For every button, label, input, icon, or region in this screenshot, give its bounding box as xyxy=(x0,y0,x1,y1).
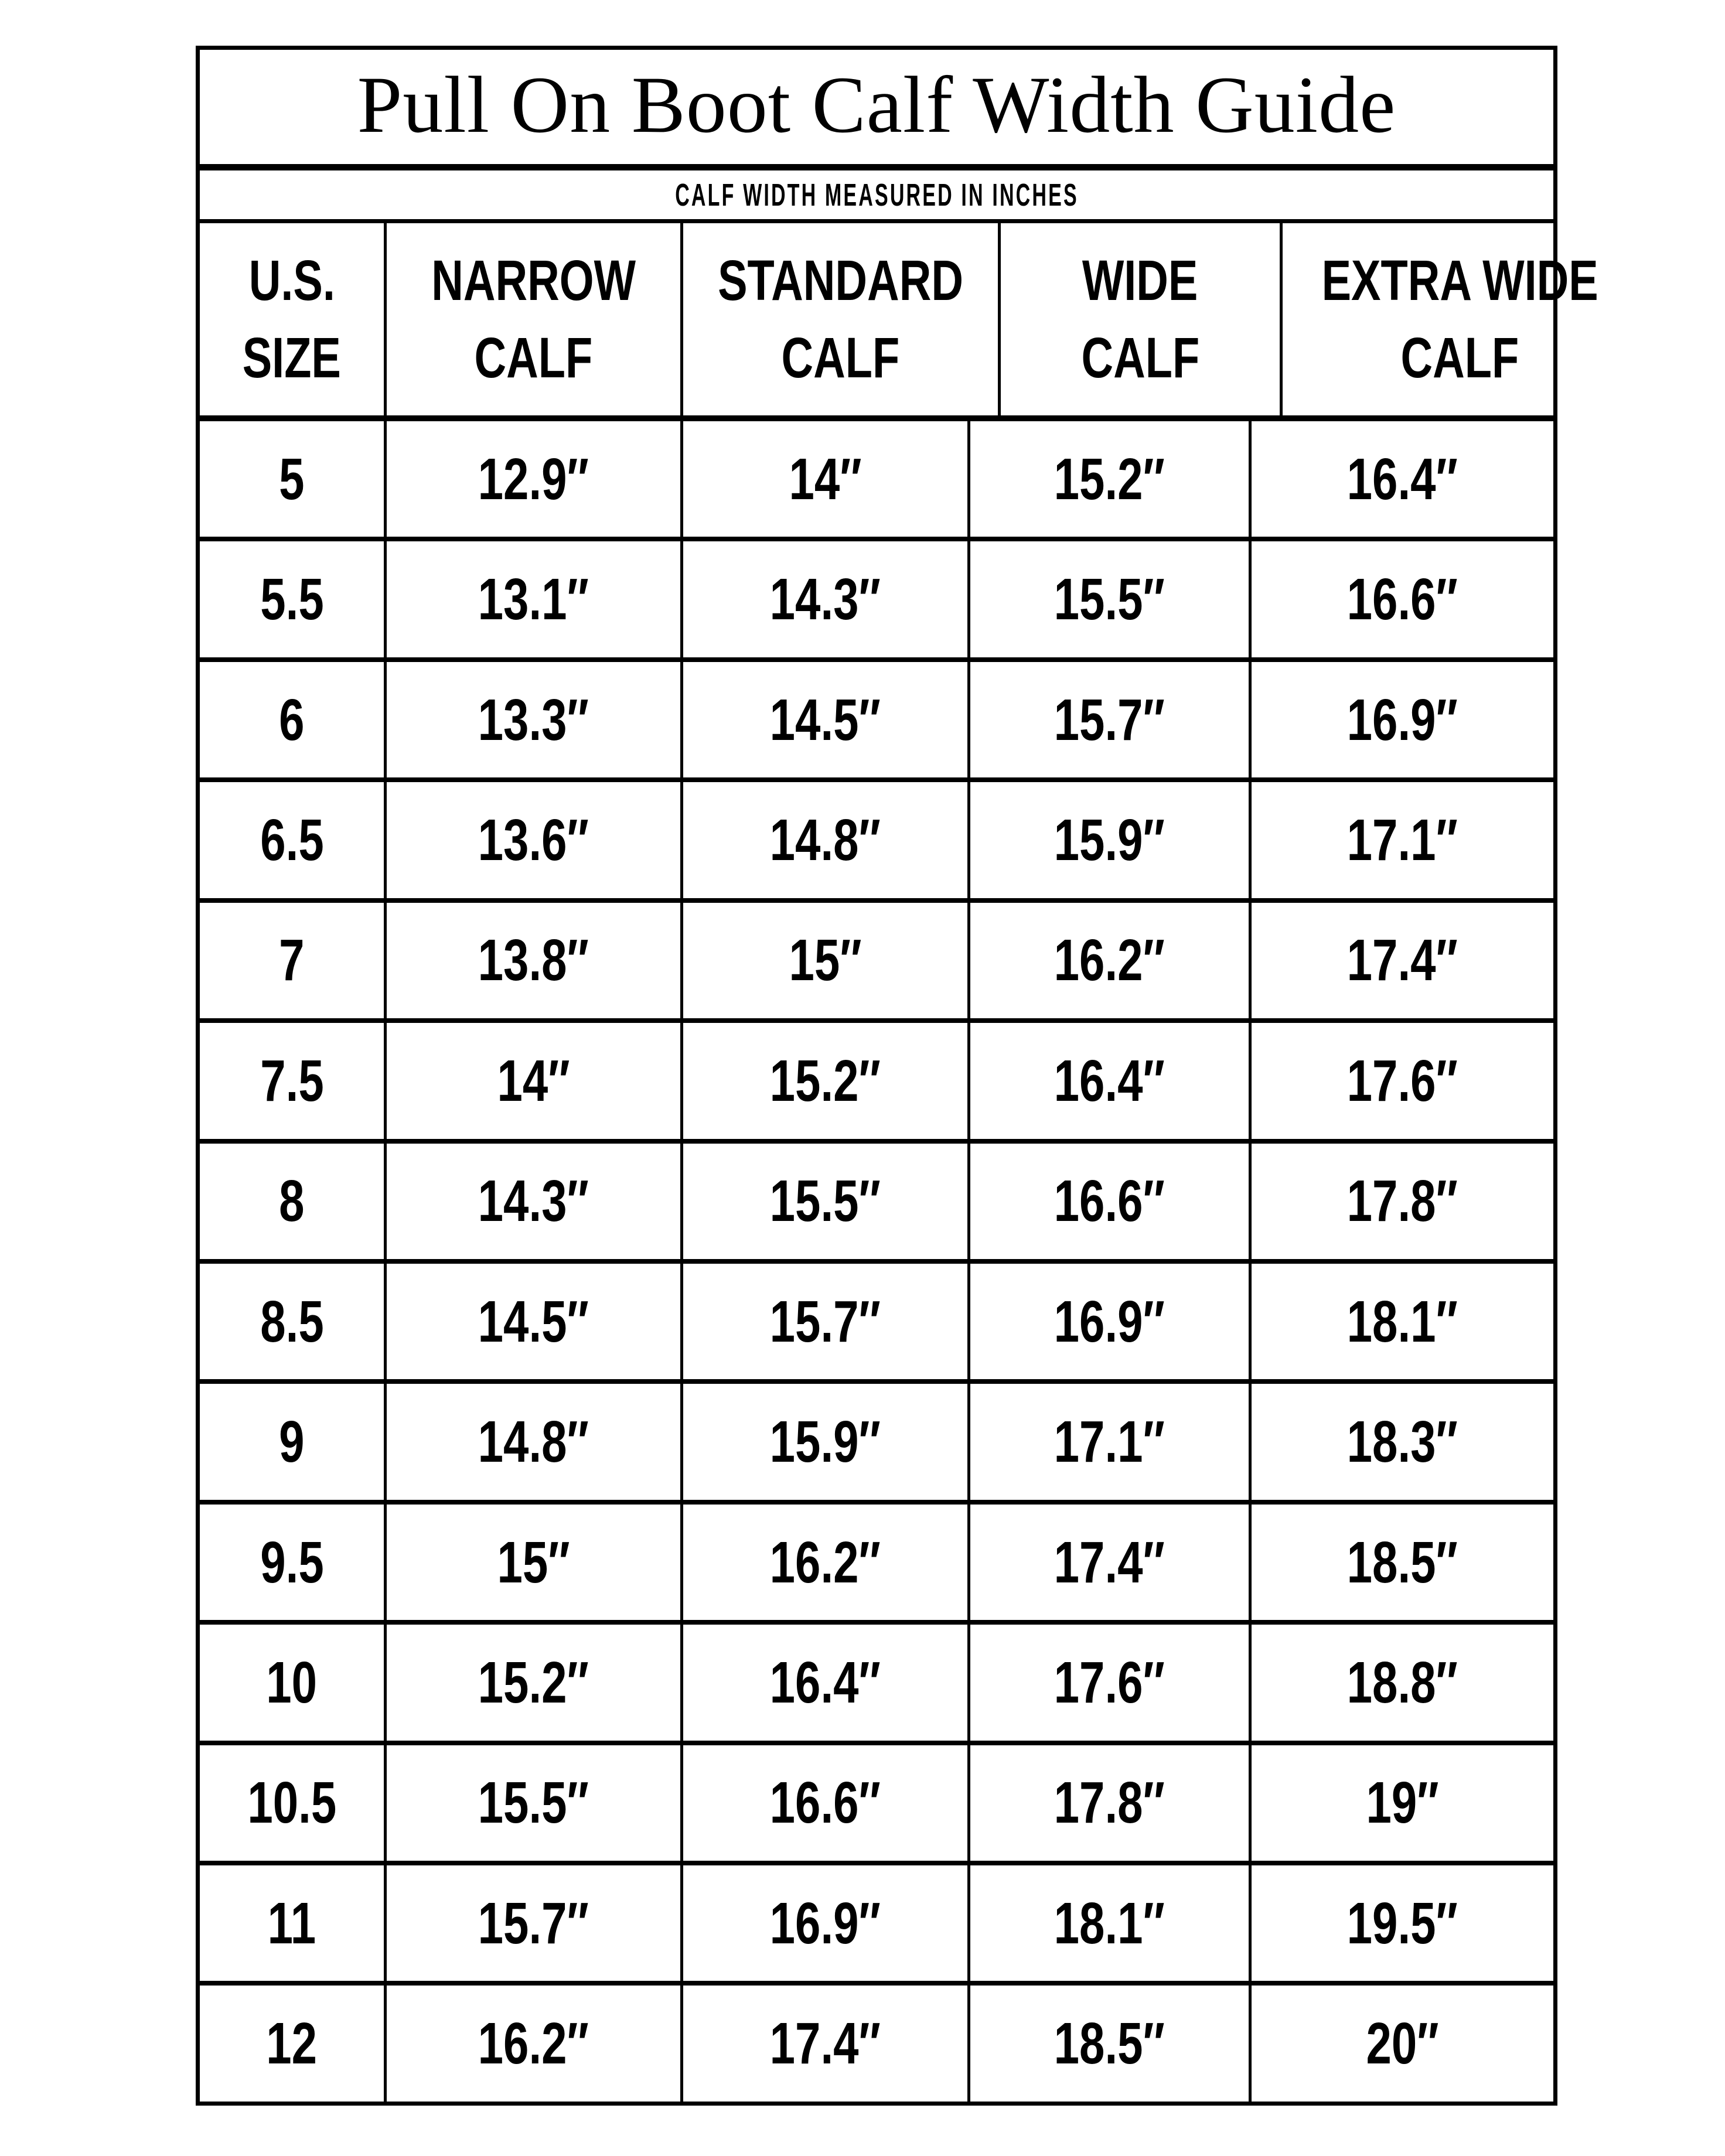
cell-value: 14.8″ xyxy=(769,807,881,873)
cell-value: 18.8″ xyxy=(1347,1649,1458,1715)
standard-calf-cell xyxy=(680,421,967,537)
narrow-calf-cell xyxy=(384,903,680,1018)
wide-calf-cell xyxy=(967,1144,1249,1259)
cell-value: 9 xyxy=(279,1409,305,1475)
table-row xyxy=(200,1625,1553,1745)
standard-calf-cell xyxy=(680,1986,967,2101)
cell-value: 15″ xyxy=(789,927,862,994)
cell-value: 18.5″ xyxy=(1054,2011,1165,2077)
cell-value: 5 xyxy=(279,446,305,512)
cell-value: 15.2″ xyxy=(769,1048,881,1114)
cell-value: 15.7″ xyxy=(769,1288,881,1355)
wide-calf-cell xyxy=(967,903,1249,1018)
wide-calf-cell xyxy=(967,421,1249,537)
header-line: CALF xyxy=(474,326,593,390)
us-size-cell xyxy=(200,903,384,1018)
table-header-row xyxy=(200,223,1598,421)
wide-calf-cell xyxy=(967,662,1249,777)
narrow-calf-cell xyxy=(384,1264,680,1379)
extra-wide-calf-cell xyxy=(1249,1625,1553,1740)
page-title: Pull On Boot Calf Width Guide xyxy=(357,59,1396,149)
cell-value: 15.2″ xyxy=(1054,446,1165,512)
cell-value: 17.4″ xyxy=(769,2011,881,2077)
cell-value: 12.9″ xyxy=(478,446,589,512)
table-row xyxy=(200,1865,1553,1986)
wide-calf-cell xyxy=(967,1023,1249,1138)
cell-value: 6.5 xyxy=(260,807,324,873)
cell-value: 13.3″ xyxy=(478,687,589,753)
standard-calf-cell xyxy=(680,782,967,898)
header-line: CALF xyxy=(1400,326,1519,390)
narrow-calf-cell xyxy=(384,662,680,777)
cell-value: 14″ xyxy=(789,446,862,512)
header-line: NARROW xyxy=(431,248,636,312)
us-size-cell xyxy=(200,782,384,898)
extra-wide-calf-cell xyxy=(1249,903,1553,1018)
us-size-cell xyxy=(200,1384,384,1499)
us-size-cell xyxy=(200,1264,384,1379)
table-row xyxy=(200,1745,1553,1865)
wide-calf-cell xyxy=(967,1264,1249,1379)
cell-value: 14.5″ xyxy=(478,1288,589,1355)
cell-value: 16.4″ xyxy=(1347,446,1458,512)
cell-value: 14.5″ xyxy=(769,687,881,753)
cell-value: 17.4″ xyxy=(1054,1529,1165,1595)
header-line: STANDARD xyxy=(718,248,964,312)
cell-value: 16.9″ xyxy=(1347,687,1458,753)
page-subtitle: CALF WIDTH MEASURED IN INCHES xyxy=(674,177,1079,213)
table-row xyxy=(200,1505,1553,1625)
cell-value: 13.8″ xyxy=(478,927,589,994)
cell-value: 16.2″ xyxy=(478,2011,589,2077)
standard-calf-cell xyxy=(680,903,967,1018)
cell-value: 16.6″ xyxy=(769,1770,881,1836)
wide-calf-cell xyxy=(967,782,1249,898)
wide-calf-cell xyxy=(967,1986,1249,2101)
standard-calf-cell xyxy=(680,1745,967,1861)
cell-value: 14.3″ xyxy=(769,567,881,633)
header-line: EXTRA WIDE xyxy=(1321,248,1598,312)
narrow-calf-cell xyxy=(384,421,680,537)
table-row xyxy=(200,782,1553,902)
extra-wide-calf-cell xyxy=(1249,421,1553,537)
standard-calf-cell xyxy=(680,541,967,657)
cell-value: 7.5 xyxy=(260,1048,324,1114)
cell-value: 17.1″ xyxy=(1054,1409,1165,1475)
standard-calf-cell xyxy=(680,1625,967,1740)
extra-wide-calf-cell xyxy=(1249,541,1553,657)
cell-value: 20″ xyxy=(1366,2011,1439,2077)
table-row xyxy=(200,421,1553,541)
cell-value: 16.4″ xyxy=(1054,1048,1165,1114)
narrow-calf-cell xyxy=(384,1986,680,2101)
cell-value: 14.8″ xyxy=(478,1409,589,1475)
standard-calf-cell xyxy=(680,1865,967,1981)
wide-calf-cell xyxy=(967,1745,1249,1861)
cell-value: 13.1″ xyxy=(478,567,589,633)
us-size-cell xyxy=(200,1986,384,2101)
us-size-cell xyxy=(200,541,384,657)
cell-value: 9.5 xyxy=(260,1529,324,1595)
header-line: WIDE xyxy=(1082,248,1198,312)
cell-value: 17.6″ xyxy=(1347,1048,1458,1114)
table-row xyxy=(200,1264,1553,1384)
extra-wide-calf-cell xyxy=(1249,662,1553,777)
standard-calf-cell xyxy=(680,1384,967,1499)
cell-value: 6 xyxy=(279,687,305,753)
cell-value: 15.7″ xyxy=(478,1890,589,1956)
wide-calf-cell xyxy=(967,541,1249,657)
header-standard-calf xyxy=(680,223,998,415)
cell-value: 12 xyxy=(266,2011,318,2077)
us-size-cell xyxy=(200,1865,384,1981)
narrow-calf-cell xyxy=(384,541,680,657)
wide-calf-cell xyxy=(967,1384,1249,1499)
extra-wide-calf-cell xyxy=(1249,1264,1553,1379)
cell-value: 19.5″ xyxy=(1347,1890,1458,1956)
header-line: CALF xyxy=(781,326,900,390)
narrow-calf-cell xyxy=(384,782,680,898)
extra-wide-calf-cell xyxy=(1249,1023,1553,1138)
us-size-cell xyxy=(200,1625,384,1740)
extra-wide-calf-cell xyxy=(1249,1384,1553,1499)
us-size-cell xyxy=(200,1023,384,1138)
narrow-calf-cell xyxy=(384,1023,680,1138)
cell-value: 15″ xyxy=(497,1529,570,1595)
header-us-size xyxy=(200,223,384,415)
extra-wide-calf-cell xyxy=(1249,782,1553,898)
us-size-cell xyxy=(200,662,384,777)
wide-calf-cell xyxy=(967,1625,1249,1740)
extra-wide-calf-cell xyxy=(1249,1865,1553,1981)
cell-value: 17.8″ xyxy=(1054,1770,1165,1836)
cell-value: 18.1″ xyxy=(1347,1288,1458,1355)
subtitle-row xyxy=(200,170,1553,223)
cell-value: 18.1″ xyxy=(1054,1890,1165,1956)
cell-value: 16.2″ xyxy=(1054,927,1165,994)
cell-value: 8.5 xyxy=(260,1288,324,1355)
cell-value: 18.3″ xyxy=(1347,1409,1458,1475)
header-line: U.S. xyxy=(248,248,335,312)
cell-value: 13.6″ xyxy=(478,807,589,873)
cell-value: 15.2″ xyxy=(478,1649,589,1715)
cell-value: 10 xyxy=(266,1649,318,1715)
calf-width-guide-table xyxy=(196,46,1598,2106)
standard-calf-cell xyxy=(680,1505,967,1620)
narrow-calf-cell xyxy=(384,1625,680,1740)
cell-value: 15.9″ xyxy=(769,1409,881,1475)
cell-value: 17.8″ xyxy=(1347,1168,1458,1234)
us-size-cell xyxy=(200,1745,384,1861)
narrow-calf-cell xyxy=(384,1384,680,1499)
narrow-calf-cell xyxy=(384,1865,680,1981)
header-narrow-calf xyxy=(384,223,680,415)
extra-wide-calf-cell xyxy=(1249,1144,1553,1259)
cell-value: 16.6″ xyxy=(1347,567,1458,633)
cell-value: 8 xyxy=(279,1168,305,1234)
narrow-calf-cell xyxy=(384,1144,680,1259)
table-row xyxy=(200,903,1553,1023)
standard-calf-cell xyxy=(680,1264,967,1379)
table-row xyxy=(200,1986,1553,2101)
cell-value: 7 xyxy=(279,927,305,994)
standard-calf-cell xyxy=(680,662,967,777)
cell-value: 15.5″ xyxy=(1054,567,1165,633)
cell-value: 16.6″ xyxy=(1054,1168,1165,1234)
header-line: CALF xyxy=(1080,326,1199,390)
header-line: SIZE xyxy=(242,326,342,390)
cell-value: 17.4″ xyxy=(1347,927,1458,994)
us-size-cell xyxy=(200,421,384,537)
wide-calf-cell xyxy=(967,1865,1249,1981)
narrow-calf-cell xyxy=(384,1745,680,1861)
cell-value: 16.9″ xyxy=(1054,1288,1165,1355)
us-size-cell xyxy=(200,1505,384,1620)
table-row xyxy=(200,1023,1553,1143)
wide-calf-cell xyxy=(967,1505,1249,1620)
cell-value: 11 xyxy=(267,1890,316,1956)
extra-wide-calf-cell xyxy=(1249,1986,1553,2101)
standard-calf-cell xyxy=(680,1144,967,1259)
standard-calf-cell xyxy=(680,1023,967,1138)
cell-value: 16.9″ xyxy=(769,1890,881,1956)
extra-wide-calf-cell xyxy=(1249,1505,1553,1620)
cell-value: 17.6″ xyxy=(1054,1649,1165,1715)
cell-value: 15.5″ xyxy=(769,1168,881,1234)
cell-value: 19″ xyxy=(1366,1770,1439,1836)
header-wide-calf xyxy=(998,223,1279,415)
cell-value: 15.7″ xyxy=(1054,687,1165,753)
cell-value: 14.3″ xyxy=(478,1168,589,1234)
title-row xyxy=(200,50,1553,170)
cell-value: 15.9″ xyxy=(1054,807,1165,873)
table-row xyxy=(200,1144,1553,1264)
cell-value: 15.5″ xyxy=(478,1770,589,1836)
cell-value: 18.5″ xyxy=(1347,1529,1458,1595)
cell-value: 16.4″ xyxy=(769,1649,881,1715)
cell-value: 16.2″ xyxy=(769,1529,881,1595)
table-row xyxy=(200,1384,1553,1504)
cell-value: 5.5 xyxy=(260,567,324,633)
cell-value: 10.5 xyxy=(247,1770,336,1836)
us-size-cell xyxy=(200,1144,384,1259)
narrow-calf-cell xyxy=(384,1505,680,1620)
header-extra-wide-calf xyxy=(1280,223,1637,415)
table-row xyxy=(200,541,1553,661)
cell-value: 14″ xyxy=(497,1048,570,1114)
table-row xyxy=(200,662,1553,782)
extra-wide-calf-cell xyxy=(1249,1745,1553,1861)
cell-value: 17.1″ xyxy=(1347,807,1458,873)
